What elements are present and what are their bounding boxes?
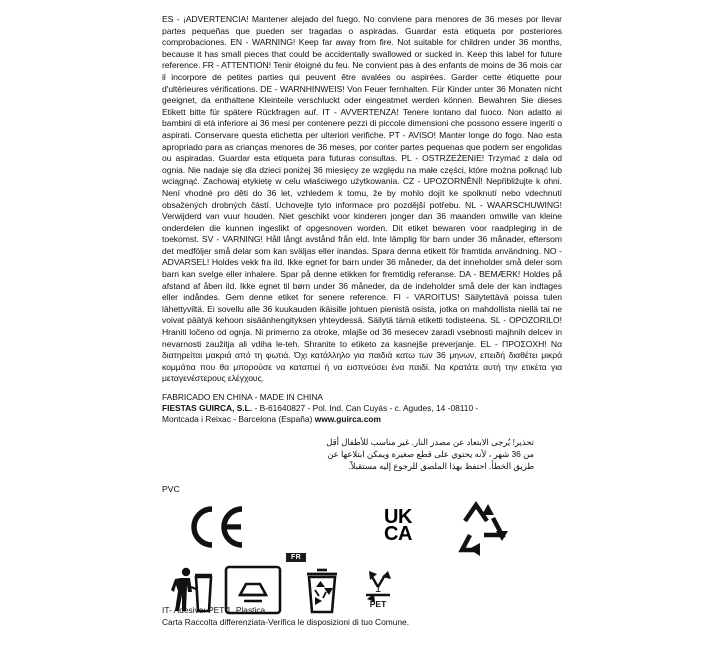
ce-mark-icon (184, 505, 250, 549)
italian-disposal-footer (162, 605, 582, 628)
arabic-warning-block (162, 436, 534, 472)
footer-line-1: IT- Adesivo: PET 1, Plastica (162, 605, 266, 615)
arabic-warning-line-1: تحذير! يُرجى الابتعاد عن مصدر النار. غير مناسب للأطفال أقل (326, 436, 534, 447)
made-in-line: FABRICADO EN CHINA - MADE IN CHINA (162, 392, 324, 402)
company-info-block (162, 392, 562, 426)
arabic-warning-line-2: من 36 شهر ، لأنه يحتوي على قطع صغيرة ويمكن ابتلاعها عن (327, 448, 534, 459)
fr-badge-label: FR (286, 553, 306, 562)
pet-label-text: PET (369, 599, 387, 609)
compliance-symbols-area (162, 497, 572, 617)
multilingual-warning-text: ES - ¡ADVERTENCIA! Mantener alejado del fuego. No conviene para menores de 36 meses por llevar partes pequeñas que pueden ser tragadas o aspiradas. Guardar esta etiqueta por posteriores comprobaciones. EN - WARNING! Keep far away from fire. Not suitable for children under 36 months, because it has small pieces that could be accidentally swallowed or sucked in. Keep this label for future reference. FR - ATTENTION! Tenir éloigné du feu. Ne convient pas à des enfants de moins de 36 mois car il incorpore de petites parties qui peuvent être avalées ou aspirées. Garder cette étiquette pour d'ultérieures vérifications. DE - WARNHINWEIS! Von Feuer fernhalten. Für Kinder unter 36 Monaten nicht geeignet, da enthaltene Kleinteile verschluckt oder eingeatmet werden können. Bewahren Sie dieses Etikett bitte für spätere Rückfragen auf. IT - AVVERTENZA! Tenere lontano dal fuoco. Non adatto ai bambini di età inferiore ai 36 mesi per contenere pezzi di piccole dimensioni che possono essere ingeriti o aspirati. Conservare questa etichetta per ulteriori verifiche. PT - AVISO! Manter longe do fogo. Nao esta apropriado para as crianças menores de 36 meses, por conter partes pequenas que podem ser engolidas ou aspiradas. Guardar esta etiqueta para futuras consultas. PL - OSTRZEŻENIE! Trzymać z dala od ognia. Nie nadaje się dla dzieci poniżej 36 miesięcy ze względu na małe części, które można połknąć lub wciągnąć. Zachowaj etykietę w celu właściwego użytkowania. CZ - UPOZORNĚNÍ! Nepřibližujte k ohni. Není vhodné pro děti do 36 let, vzhledem k tomu, že by mohlo dojít ke spolknutí nebo vdechnutí obsažených drobných částí. Uchovejte tyto informace pro pozdější potřebu. NL - WAARSCHUWING! Verwijderd van vuur houden. Niet geschikt voor kinderen jonger dan 36 maanden omwille van kleine onderdelen die kunnen ingeslikt of opgesnoven worden. Dit etiket bewaren voor raadpleging in de toekomst. SV - VARNING! Håll långt avstånd från eld. Inte lämplig för barn under 36 månader, eftersom det medföljer små delar som kan sväljas eller inandas. Spara denna etikett för framtida användning. NO - ADVARSEL! Holdes vekk fra ild. Ikke egnet for barn under 36 måneder, da det inneholder små deler som barn kan svelge eller inhalere. Spar på denne etikken for fremtidig referanse. DA - BEMÆRK! Holdes på afstand af åben ild. Ikke egnet til børn under 36 måneder, da de indeholder små dele der kan indtages eller indåndes. Gem denne etiket for senere reference. FI - VAROITUS! Säilytettävä poissa tulen lähettyviltä. Ei sovellu alle 36 kuukauden ikäisille johtuen pienistä osista, jotka on mahdollista niellä tai ne voivat päätyä kehoon sisäänhengityksen yhteydessä. Säilytä tärnä etiketti todisteena. SL - OPOZORILO! Hraniti ločeno od ognja. Ni primerno za otroke, mlajše od 36 mesecev zaradi vsebnosti majhnih delcev in nevarnosti zaužitja ali vdiha le-teh. Shranite to etiketo za kasnejše preverjanje. EL - ΠΡΟΣΟΧΗ! Να διατηρείται μακριά από τη φωτιά. Όχι κατάλληλο για παιδιά κατω των 36 μηνων, επειδή διαθέτει μικρά κομμάτια που θα μπορούσε να καταπιεί ή να εισπνεύσει ένα παιδί. Να κρατάτε αυτή την ετικέτα για μεταγενέστερους ελέγχους. (162, 14, 562, 384)
company-website: www.guirca.com (314, 414, 381, 425)
company-registration: - B-61640827 - Pol. Ind. Can Cuyás - c. Agudes, 14 -08110 - (254, 403, 479, 414)
arabic-warning-line-3: طريق الخطأ. احتفظ بهذا الملصق للرجوع إليه مستقبلاً. (348, 460, 534, 471)
ukca-mark-icon (384, 506, 412, 545)
material-label: PVC (162, 483, 180, 494)
ukca-line-1: UK (384, 506, 412, 528)
ukca-line-2: CA (384, 523, 412, 545)
pet-number-text: 1 (374, 583, 382, 595)
label-text-block (162, 14, 562, 494)
mobius-loop-recycling-icon (452, 501, 510, 559)
company-name: FIESTAS GUIRCA, S.L. (162, 403, 253, 414)
footer-line-2: Carta Raccolta differenziata-Verifica le disposizioni di tuo Comune. (162, 616, 410, 627)
company-address-line (162, 414, 562, 425)
company-line (162, 403, 562, 414)
company-address: Montcada i Reixac - Barcelona (España) (162, 414, 313, 425)
